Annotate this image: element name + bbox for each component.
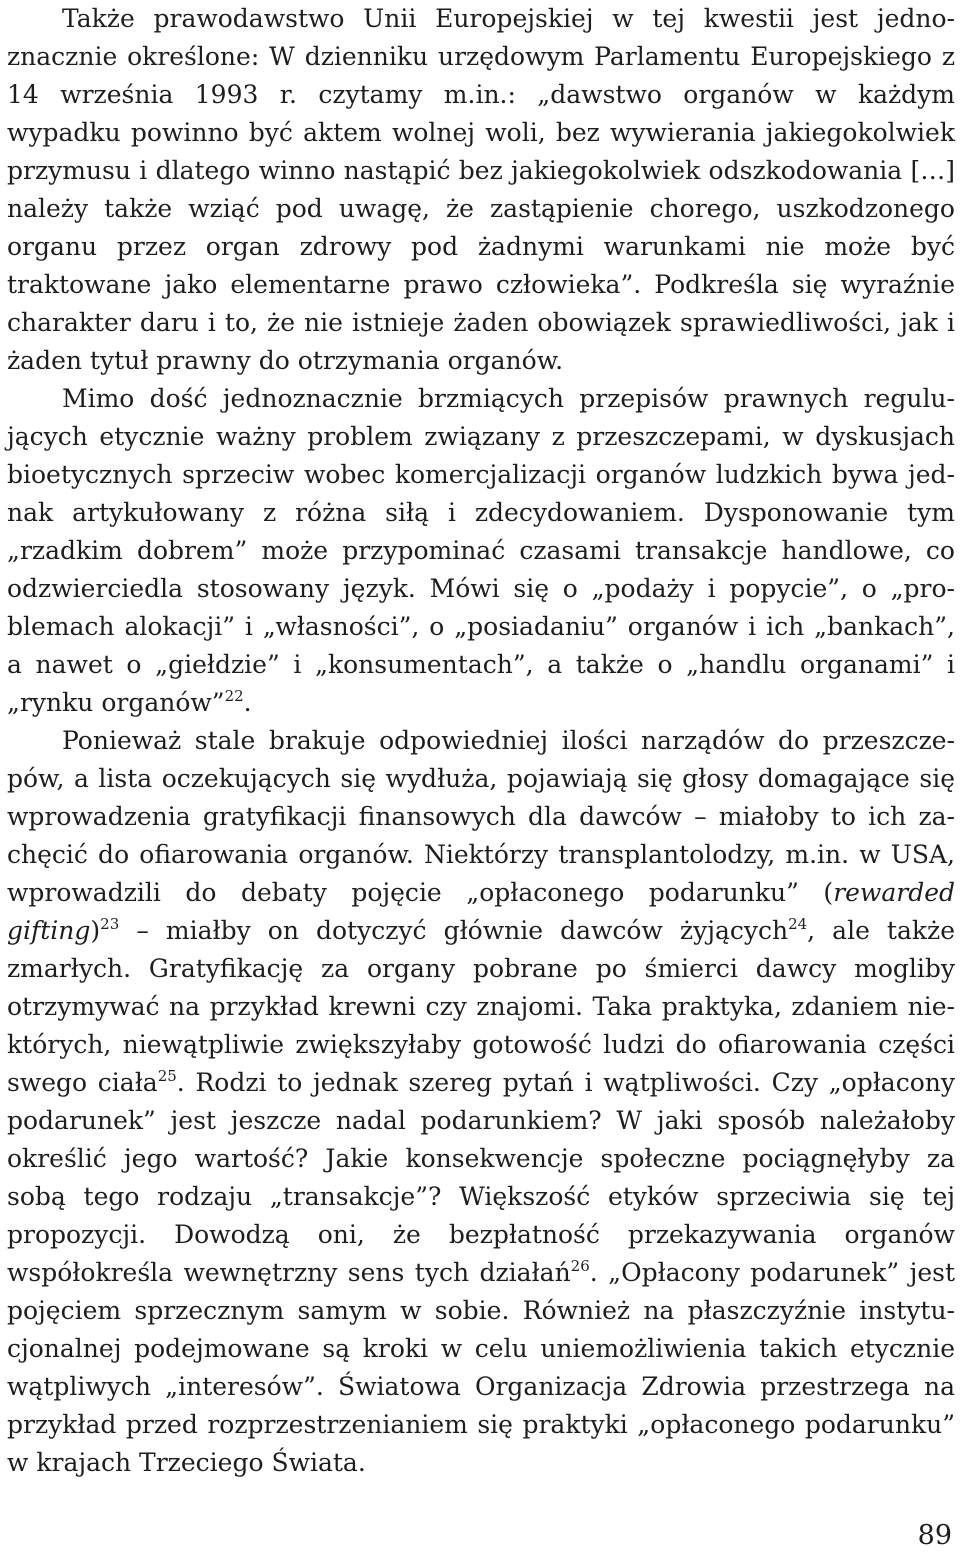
text-run: . Rodzi to jednak szereg pytań i wątpliwości. Czy „opłacony podarunek” jest jeszcze nadal podarunkiem? W jaki sposób należałoby określić jego wartość? Jakie konsekwencje społeczne pociągnęłyby za sobą tego rodzaju „transakcje”? Większość etyków sprzeciwia się tej propozycji. Dowodzą oni, że bezpłatność przekazywania organów współokreśla wewnętrzny sens tych działań [7,1068,955,1287]
text-run: Także prawodawstwo Unii Europejskiej w tej kwestii jest jednoznacznie określone: W dzienniku urzędowym Parlamentu Europejskiego z 14 września 1993 r. czytamy m.in.: „dawstwo organów w każdym wypadku powinno być aktem wolnej woli, bez wywierania jakiegokolwiek przymusu i dlatego winno nastąpić bez jakiegokolwiek odszkodowania […] należy także wziąć pod uwagę, że zastąpienie chorego, uszkodzonego organu przez organ zdrowy pod żadnymi warunkami nie może być traktowane jako elementarne prawo człowieka”. Podkreśla się wyraźnie charakter daru i to, że nie istnieje żaden obowiązek sprawiedliwości, jak i żaden tytuł prawny do otrzymania organów. [7,4,955,375]
paragraph-3 [7,722,955,1482]
paragraph-1 [7,0,955,380]
footnote-ref: 26 [570,1257,590,1275]
paragraph-2 [7,380,955,722]
text-run: . [243,688,252,717]
text-run: – miałby on dotyczyć głównie dawców żyjących [119,916,789,945]
footnote-ref: 24 [788,915,808,933]
page-number: 89 [917,1520,952,1551]
italic-text: rewarded gifting [7,878,955,945]
footnote-ref: 25 [157,1067,177,1085]
text-run: ) [90,916,101,945]
text-run: Ponieważ stale brakuje odpowiedniej ilości narządów do przeszczepów, a lista oczekujących się wydłuża, pojawiają się głosy domagające się wprowadzenia gratyfikacji finansowych dla dawców – miałoby to ich zachęcić do ofiarowania organów. Niektórzy transplantolodzy, m.in. w USA, wprowadzili do debaty pojęcie „opłaconego podarunku” ( [7,726,955,907]
footnote-ref: 23 [100,915,120,933]
text-run: Mimo dość jednoznacznie brzmiących przepisów prawnych regulujących etycznie ważny problem związany z przeszczepami, w dyskusjach bioetycznych sprzeciw wobec komercjalizacji organów ludzkich bywa jednak artykułowany z różna siłą i zdecydowaniem. Dysponowanie tym „rzadkim dobrem” może przypominać czasami transakcje handlowe, co odzwierciedla stosowany język. Mówi się o „podaży i popycie”, o „problemach alokacji” i „własności”, o „posiadaniu” organów i ich „bankach”, a nawet o „giełdzie” i „konsumentach”, a także o „handlu organami” i „rynku organów” [7,384,955,717]
text-run: . „Opłacony podarunek” jest pojęciem sprzecznym samym w sobie. Również na płaszczyźnie instytucjonalnej podejmowane są kroki w celu uniemożliwienia takich etycznie wątpliwych „interesów”. Światowa Organizacja Zdrowia przestrzega na przykład przed rozprzestrzenianiem się praktyki „opłaconego podarunku” w krajach Trzeciego Świata. [7,1258,955,1477]
text-run: , ale także zmarłych. Gratyfikację za organy pobrane po śmierci dawcy mogliby otrzymywać na przykład krewni czy znajomi. Taka praktyka, zdaniem niektórych, niewątpliwie zwiększyłaby gotowość ludzi do ofiarowania części swego ciała [7,916,955,1097]
page-body [7,0,955,1482]
footnote-ref: 22 [224,687,244,705]
